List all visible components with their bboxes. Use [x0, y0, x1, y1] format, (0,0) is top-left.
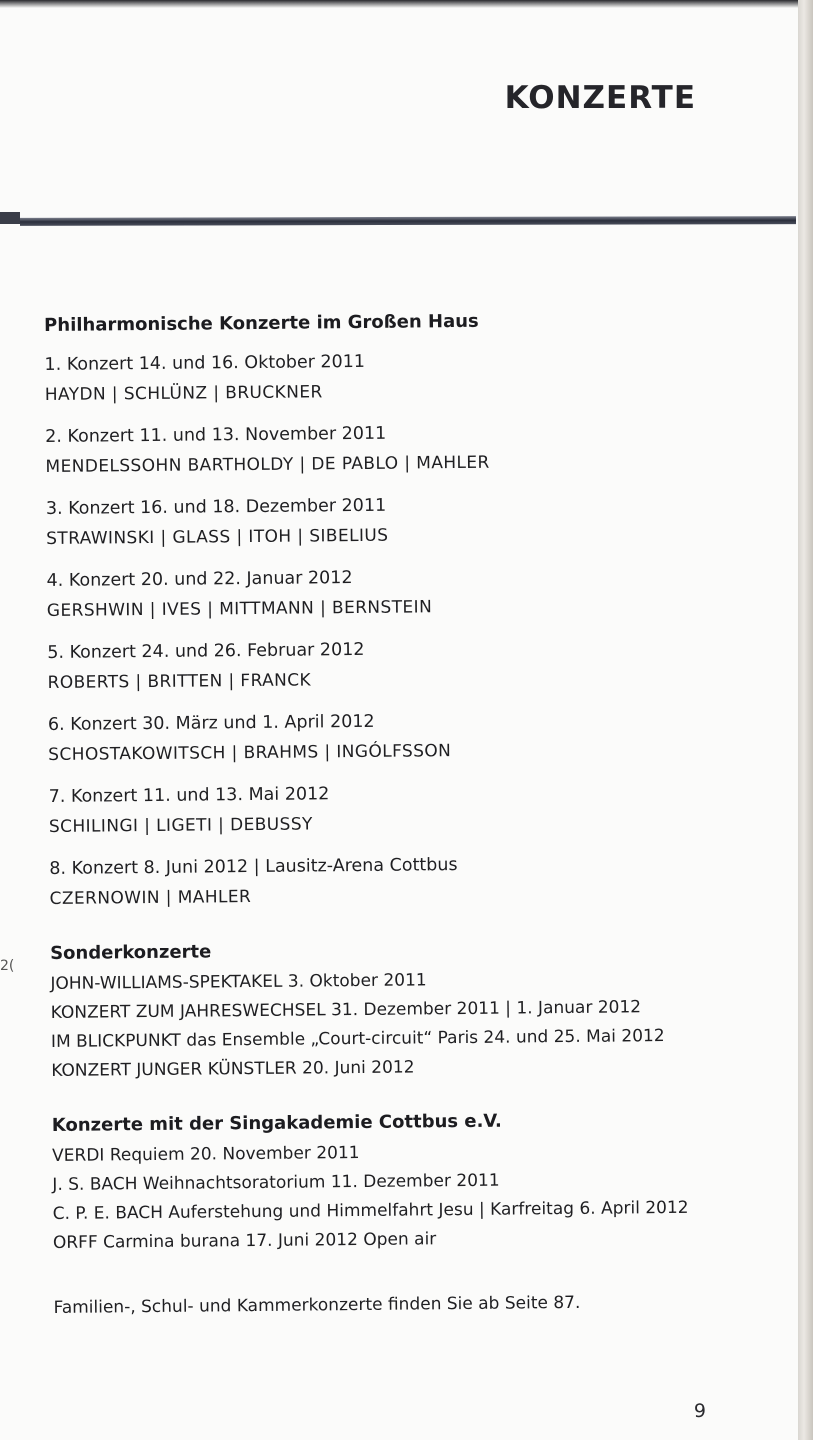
philharmonic-heading: Philharmonische Konzerte im Großen Haus: [44, 310, 479, 336]
margin-mark: 2(: [0, 958, 15, 974]
special-concert-item: KONZERT JUNGER KÜNSTLER 20. Juni 2012: [51, 1057, 415, 1081]
concert-composers: MENDELSSOHN BARTHOLDY | DE PABLO | MAHLER: [45, 452, 490, 477]
concert-date: 7. Konzert 11. und 13. Mai 2012: [48, 784, 330, 807]
concert-date: 4. Konzert 20. und 22. Januar 2012: [46, 568, 353, 591]
concert-composers: HAYDN | SCHLÜNZ | BRUCKNER: [44, 382, 323, 405]
concert-entry: [46, 559, 767, 626]
header-rule-stub: [0, 212, 20, 224]
concert-list: [44, 305, 774, 1339]
scan-shadow: [0, 0, 798, 8]
special-concert-item: IM BLICKPUNKT das Ensemble „Court-circuit“ Paris 24. und 25. Mai 2012: [50, 1026, 665, 1052]
concert-entry: [49, 847, 770, 914]
concert-composers: SCHILINGI | LIGETI | DEBUSSY: [48, 814, 313, 837]
special-concerts-section: [50, 933, 771, 1086]
concert-composers: GERSHWIN | IVES | MITTMANN | BERNSTEIN: [46, 597, 433, 621]
concert-date: 2. Konzert 11. und 13. November 2011: [45, 423, 387, 447]
footer-note: Familien-, Schul- und Kammerkonzerte finden Sie ab Seite 87.: [53, 1292, 581, 1318]
philharmonic-section: [44, 305, 770, 914]
concert-date: 5. Konzert 24. und 26. Februar 2012: [47, 639, 365, 663]
singakademie-item: ORFF Carmina burana 17. Juni 2012 Open air: [52, 1229, 437, 1253]
special-concert-item: KONZERT ZUM JAHRESWECHSEL 31. Dezember 2011 | 1. Januar 2012: [50, 997, 642, 1023]
concert-composers: CZERNOWIN | MAHLER: [49, 887, 252, 909]
concert-composers: SCHOSTAKOWITSCH | BRAHMS | INGÓLFSSON: [48, 741, 452, 765]
concert-entry: [48, 703, 769, 770]
concert-entry: [46, 487, 767, 554]
special-concert-item: JOHN-WILLIAMS-SPEKTAKEL 3. Oktober 2011: [50, 970, 427, 994]
singakademie-item: C. P. E. BACH Auferstehung und Himmelfahrt Jesu | Karfreitag 6. April 2012: [52, 1197, 689, 1224]
concert-date: 8. Konzert 8. Juni 2012 | Lausitz-Arena Cottbus: [49, 855, 458, 879]
singakademie-heading: Konzerte mit der Singakademie Cottbus e.V.: [51, 1110, 502, 1136]
concert-entry: [49, 775, 770, 842]
concert-date: 3. Konzert 16. und 18. Dezember 2011: [45, 495, 387, 519]
book-page-edge: [798, 0, 813, 1440]
concert-composers: ROBERTS | BRITTEN | FRANCK: [47, 670, 312, 693]
special-concerts-heading: Sonderkonzerte: [50, 941, 212, 964]
header-rule: [20, 216, 796, 226]
singakademie-section: [52, 1105, 773, 1258]
singakademie-item: J. S. BACH Weihnachtsoratorium 11. Dezember 2011: [52, 1170, 500, 1195]
concert-entry: [45, 415, 766, 482]
page-title: KONZERTE: [504, 80, 696, 116]
concert-composers: STRAWINSKI | GLASS | ITOH | SIBELIUS: [46, 525, 389, 549]
concert-entry: [44, 343, 765, 410]
page-number: 9: [693, 1400, 706, 1422]
singakademie-item: VERDI Requiem 20. November 2011: [52, 1143, 360, 1166]
concert-date: 6. Konzert 30. März und 1. April 2012: [47, 711, 375, 735]
concert-entry: [47, 631, 768, 698]
concert-date: 1. Konzert 14. und 16. Oktober 2011: [44, 351, 366, 375]
